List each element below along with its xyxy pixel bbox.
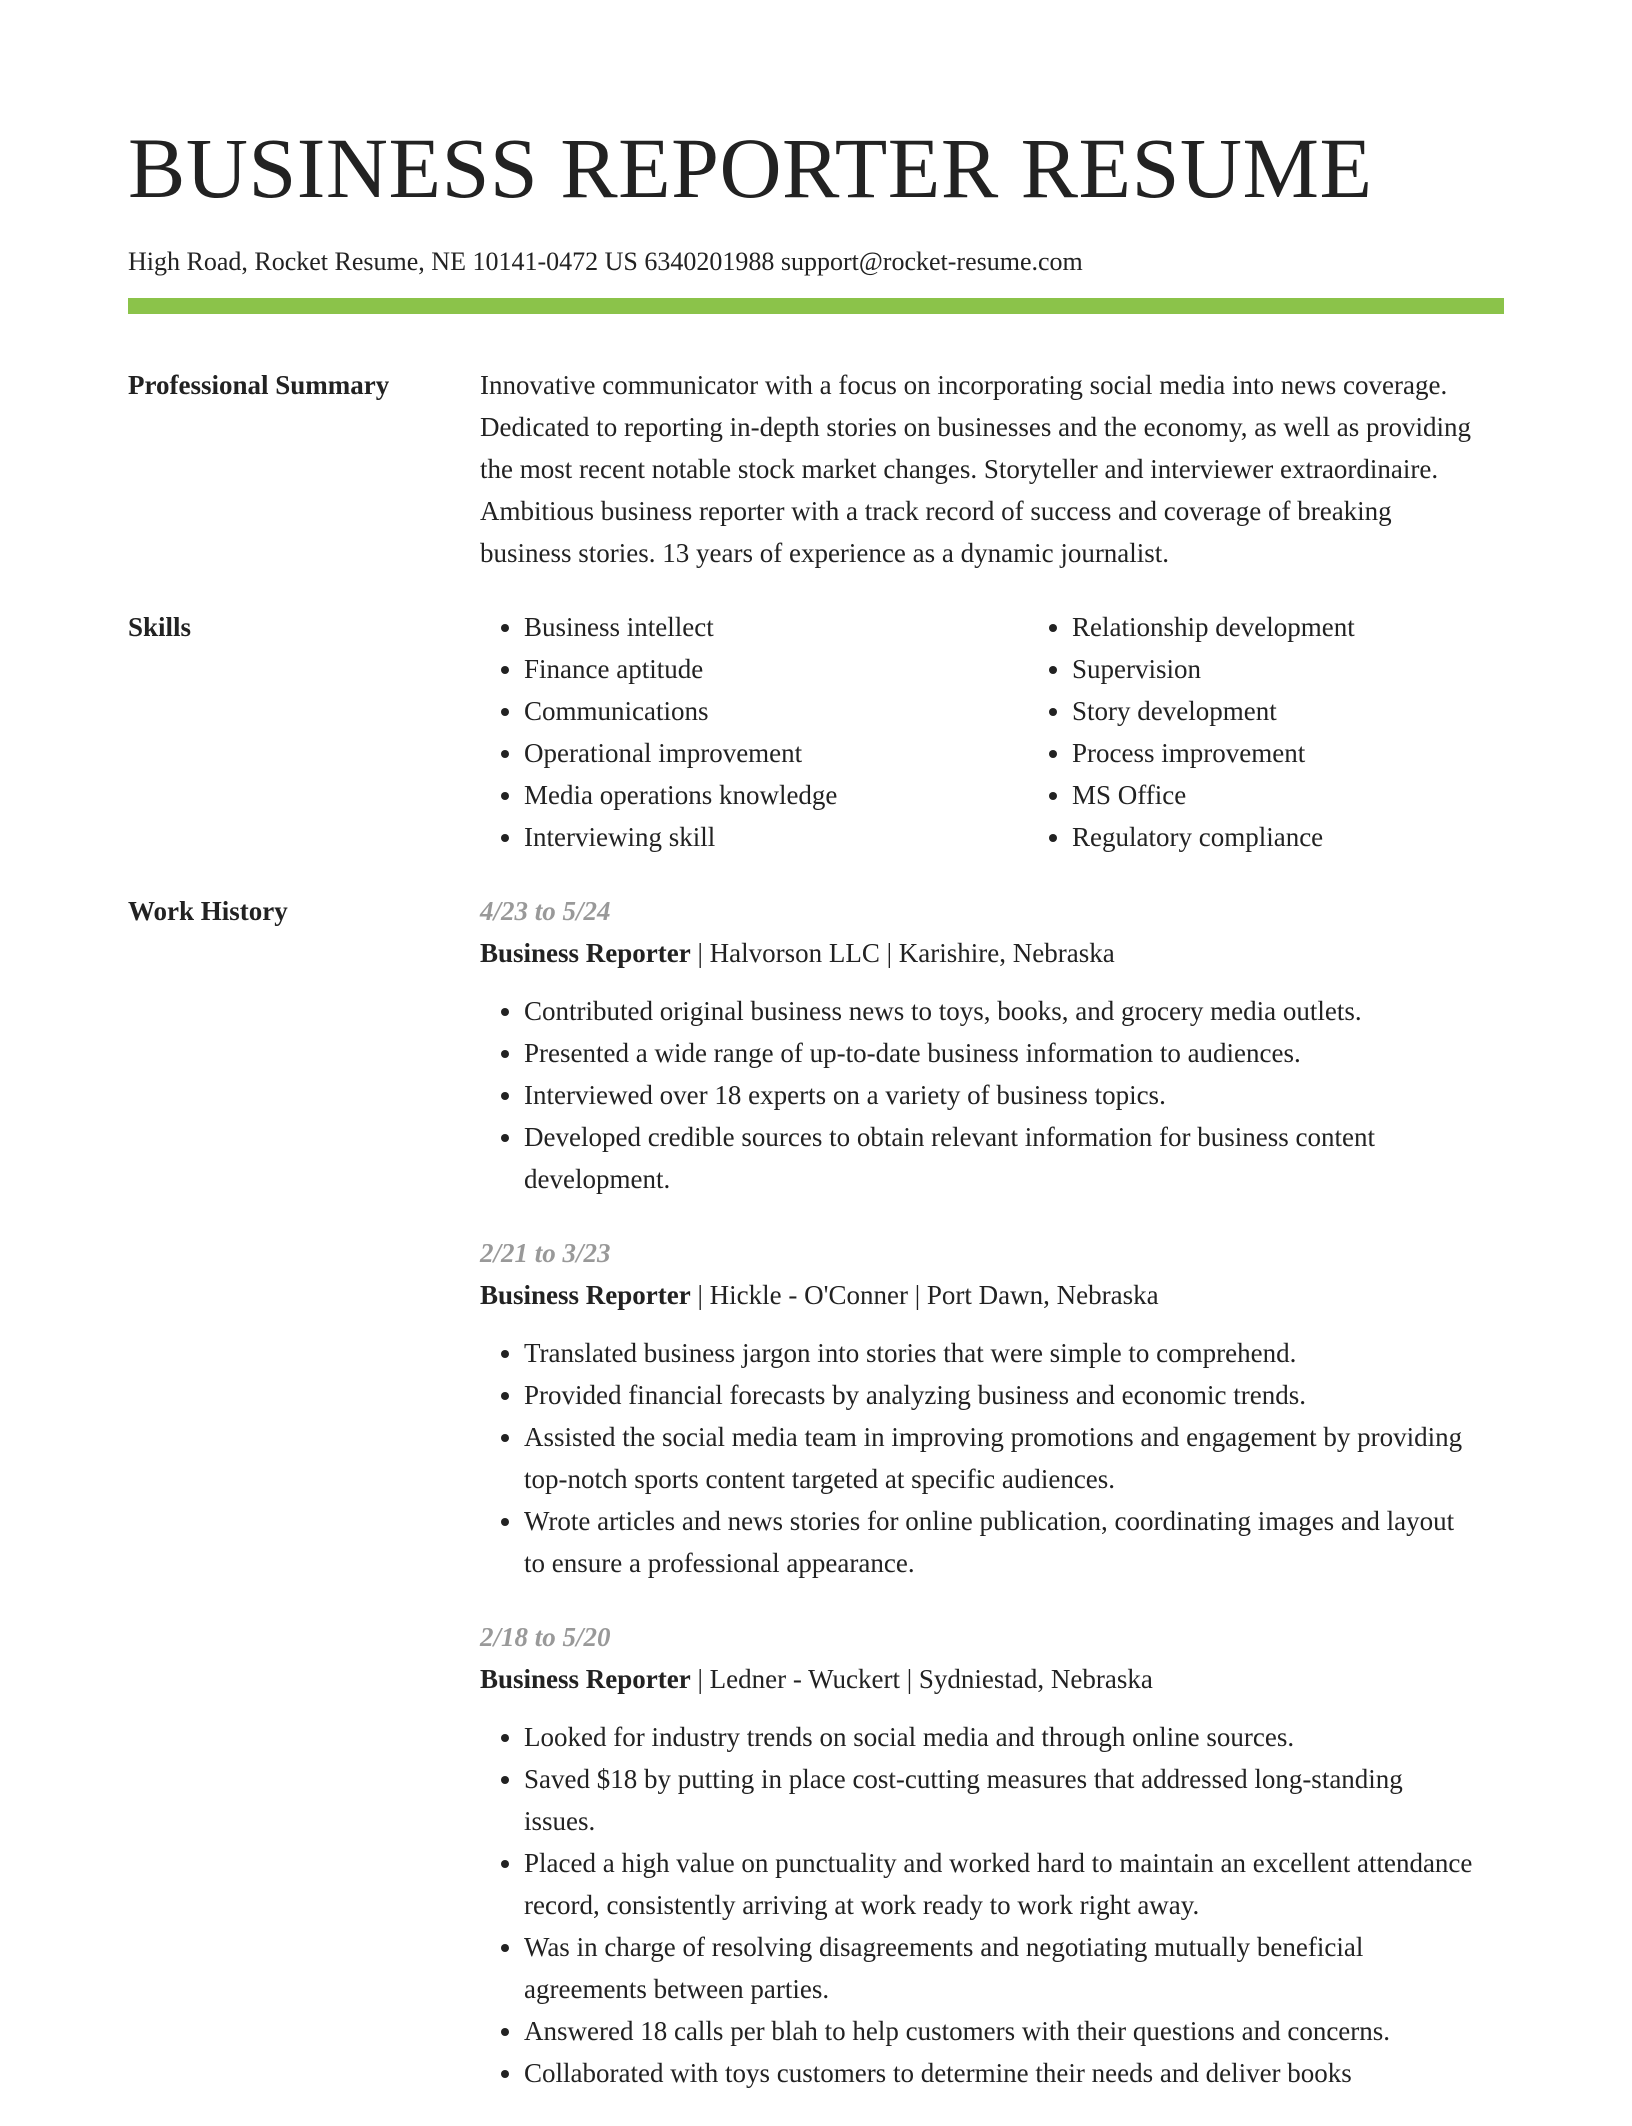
job-bullet: • Interviewed over 18 experts on a variety of business topics.	[524, 1074, 1474, 1116]
job-employer-location: | Ledner - Wuckert | Sydniestad, Nebraska	[690, 1664, 1153, 1694]
skill-item: • Communications	[524, 690, 1028, 732]
skill-item: • Media operations knowledge	[524, 774, 1028, 816]
job-bullet: • Wrote articles and news stories for online publication, coordinating images and layout to ensure a professional appearance.	[524, 1500, 1474, 1584]
skill-item: • Finance aptitude	[524, 648, 1028, 690]
skill-item: • Business intellect	[524, 606, 1028, 648]
work-history-section	[128, 890, 1504, 2126]
job-entry	[480, 1616, 1474, 2094]
skill-item: • Process improvement	[1072, 732, 1576, 774]
skill-item: • Interviewing skill	[524, 816, 1028, 858]
summary-text: Innovative communicator with a focus on incorporating social media into news coverage. Dedicated to reporting in-depth stories on businesses and the economy, as well as providing the most recent notable stock market changes. Storyteller and interviewer extraordinaire. Ambitious business reporter with a track record of success and coverage of breaking business stories. 13 years of experience as a dynamic journalist.	[480, 370, 1472, 568]
job-bullet: • Answered 18 calls per blah to help customers with their questions and concerns.	[524, 2010, 1474, 2052]
job-bullet: • Placed a high value on punctuality and worked hard to maintain an excellent attendance record, consistently arriving at work ready to work right away.	[524, 1842, 1474, 1926]
job-header	[480, 1658, 1474, 1700]
job-employer-location: | Halvorson LLC | Karishire, Nebraska	[690, 938, 1115, 968]
job-bullet: • Developed credible sources to obtain relevant information for business content development.	[524, 1116, 1474, 1200]
job-date: 2/21 to 3/23	[480, 1238, 611, 1268]
accent-divider	[128, 298, 1504, 314]
job-header	[480, 932, 1474, 974]
job-entry	[480, 890, 1474, 1200]
skill-item: • Story development	[1072, 690, 1576, 732]
summary-section	[128, 364, 1504, 574]
job-bullets	[480, 990, 1474, 1200]
job-date: 4/23 to 5/24	[480, 896, 611, 926]
job-bullet: • Translated business jargon into stories that were simple to comprehend.	[524, 1332, 1474, 1374]
job-bullet: • Provided financial forecasts by analyzing business and economic trends.	[524, 1374, 1474, 1416]
skill-item: • Regulatory compliance	[1072, 816, 1576, 858]
job-employer-location: | Hickle - O'Conner | Port Dawn, Nebraska	[690, 1280, 1159, 1310]
work-history-heading: Work History	[128, 896, 288, 926]
job-bullets	[480, 1716, 1474, 2094]
job-entry	[480, 1232, 1474, 1584]
skill-item: • Relationship development	[1072, 606, 1576, 648]
skills-heading: Skills	[128, 612, 192, 642]
job-bullet: • Assisted the social media team in improving promotions and engagement by providing top-notch sports content targeted at specific audiences.	[524, 1416, 1474, 1500]
job-bullets	[480, 1332, 1474, 1584]
skill-item: • MS Office	[1072, 774, 1576, 816]
job-title: Business Reporter	[480, 1280, 691, 1310]
skill-item: • Operational improvement	[524, 732, 1028, 774]
job-header	[480, 1274, 1474, 1316]
job-bullet: • Saved $18 by putting in place cost-cutting measures that addressed long-standing issues.	[524, 1758, 1474, 1842]
job-bullet: • Was in charge of resolving disagreements and negotiating mutually beneficial agreements between parties.	[524, 1926, 1474, 2010]
job-bullet: • Contributed original business news to toys, books, and grocery media outlets.	[524, 990, 1474, 1032]
skills-list-right	[1028, 606, 1576, 858]
skills-list-left	[480, 606, 1028, 858]
summary-heading: Professional Summary	[128, 370, 390, 400]
skills-section	[128, 606, 1504, 858]
job-title: Business Reporter	[480, 1664, 691, 1694]
contact-line: High Road, Rocket Resume, NE 10141-0472 US 6340201988 support@rocket-resume.com	[128, 247, 1083, 276]
resume-page	[128, 0, 1504, 2126]
job-bullet: • Collaborated with toys customers to determine their needs and deliver books	[524, 2052, 1474, 2094]
job-bullet: • Looked for industry trends on social media and through online sources.	[524, 1716, 1474, 1758]
job-date: 2/18 to 5/20	[480, 1622, 611, 1652]
job-title: Business Reporter	[480, 938, 691, 968]
skill-item: • Supervision	[1072, 648, 1576, 690]
resume-title: BUSINESS REPORTER RESUME	[128, 120, 1373, 216]
job-bullet: • Presented a wide range of up-to-date business information to audiences.	[524, 1032, 1474, 1074]
